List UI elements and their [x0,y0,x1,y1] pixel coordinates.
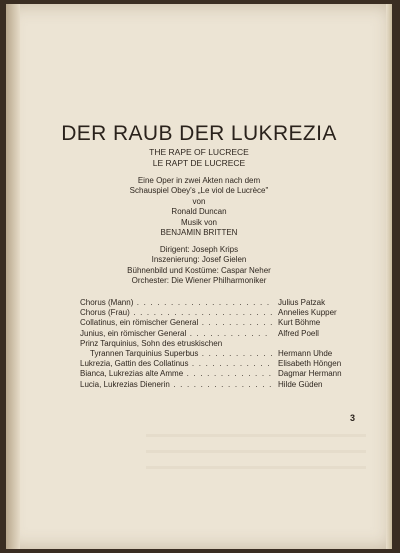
bleed-through-line [146,466,366,469]
cast-role: Lucia, Lukrezias Dienerin . . . [80,380,272,390]
cast-row [80,339,370,349]
cast-row [80,369,370,379]
conductor: Dirigent: Joseph Krips [159,245,239,254]
opera-title: DER RAUB DER LUKREZIA [61,122,337,145]
credit-line: von [192,196,206,206]
subtitle-english: THE RAPE OF LUCRECE [149,147,249,157]
cast-row [80,349,370,359]
credits [6,176,392,238]
cast-role: Chorus (Frau) . . . [80,308,272,318]
cast-row [80,329,370,339]
cast-role: Prinz Tarquinius, Sohn des etruskischen [80,338,223,348]
cast-row [80,359,370,369]
page-number: 3 [350,413,356,423]
cast-name: Alfred Poell [278,328,319,338]
cast-row [80,318,370,328]
cast-name: Julius Patzak [278,298,326,307]
cast-role: Tyrannen Tarquinius Superbus . . . [80,349,272,359]
cast-name: Hermann Uhde [278,349,333,359]
credit-line: Schauspiel Obey's „Le viol de Lucrèce" [129,186,269,196]
subtitle-french: LE RAPT DE LUCRECE [152,158,246,168]
subtitles [6,147,392,169]
cast-role: Collatinus, ein römischer General . . . [80,318,272,328]
credit-line: Eine Oper in zwei Akten nach dem [137,176,261,185]
cast-row [80,298,370,308]
cast-list [80,298,370,390]
librettist: Ronald Duncan [171,207,227,217]
designer: Bühnenbild und Kostüme: Caspar Neher [127,265,271,275]
bleed-through-line [146,434,366,437]
bleed-through-line [146,450,366,453]
cast-role: Chorus (Mann) . . . [80,298,272,308]
cast-name [272,339,370,349]
program-page [6,4,392,549]
cast-row [80,308,370,318]
composer: BENJAMIN BRITTEN [160,228,238,238]
director: Inszenierung: Josef Gielen [151,255,247,265]
cast-role: Junius, ein römischer General . . . [80,329,272,339]
cast-name: Elisabeth Höngen [278,359,342,369]
production-team [6,245,392,287]
cast-role: Lukrezia, Gattin des Collatinus . . . [80,359,272,369]
cast-name: Annelies Kupper [278,308,337,318]
credit-line: Musik von [180,217,217,227]
orchestra: Orchester: Die Wiener Philharmoniker [131,276,267,286]
cast-row [80,380,370,390]
cast-name: Dagmar Hermann [278,369,342,379]
cast-name: Hilde Güden [278,379,323,389]
cast-role: Bianca, Lukrezias alte Amme . . . [80,369,272,379]
cast-name: Kurt Böhme [278,318,321,328]
